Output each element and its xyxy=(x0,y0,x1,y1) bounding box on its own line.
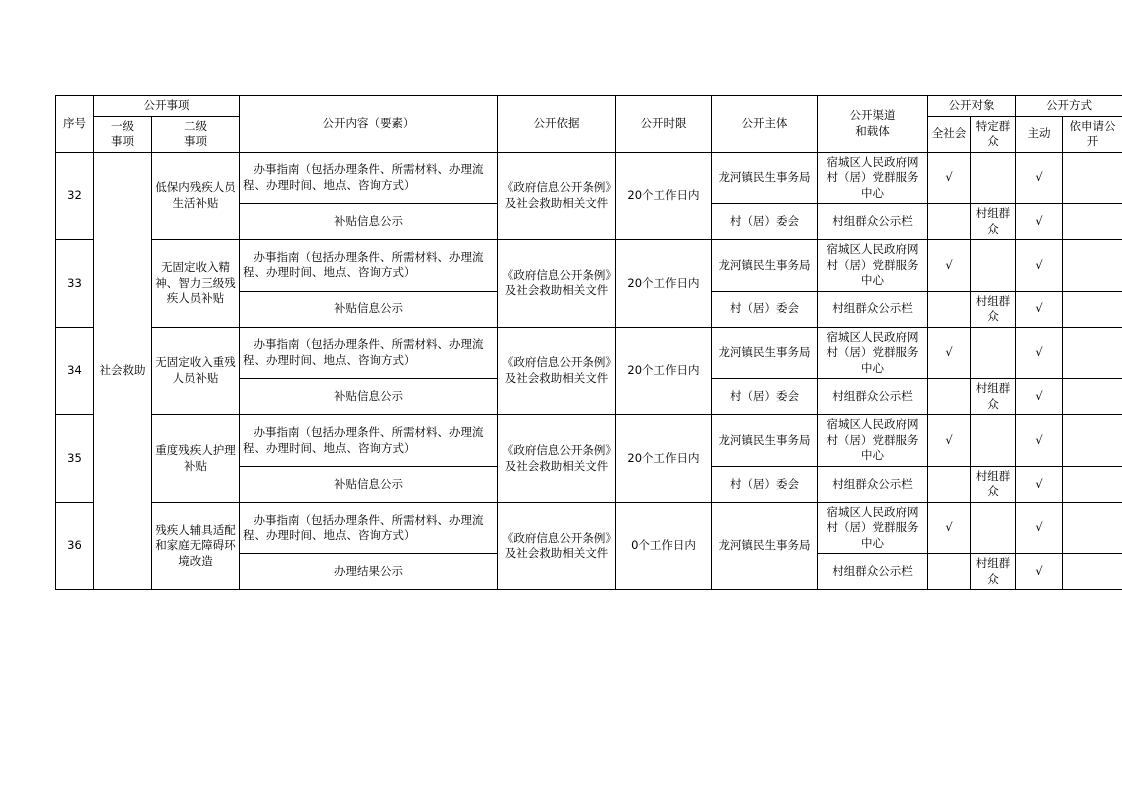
cell-channel: 宿城区人民政府网村（居）党群服务中心 xyxy=(818,152,928,204)
cell-basis: 《政府信息公开条例》及社会救助相关文件 xyxy=(498,415,616,503)
cell-time-limit: 20个工作日内 xyxy=(616,152,712,240)
table-row xyxy=(56,502,1122,554)
cell-basis: 《政府信息公开条例》及社会救助相关文件 xyxy=(498,327,616,415)
cell-channel: 宿城区人民政府网村（居）党群服务中心 xyxy=(818,415,928,467)
cell-method-on-request xyxy=(1063,204,1122,240)
cell-method-active: √ xyxy=(1016,240,1063,292)
cell-channel: 村组群众公示栏 xyxy=(818,379,928,415)
cell-content: 办事指南（包括办理条件、所需材料、办理流程、办理时间、地点、咨询方式） xyxy=(240,152,498,204)
cell-method-on-request xyxy=(1063,502,1122,554)
cell-method-on-request xyxy=(1063,327,1122,379)
cell-subject: 村（居）委会 xyxy=(712,291,818,327)
cell-content: 办事指南（包括办理条件、所需材料、办理流程、办理时间、地点、咨询方式） xyxy=(240,240,498,292)
cell-audience-all xyxy=(928,466,971,502)
cell-audience-specific: 村组群众 xyxy=(971,291,1016,327)
cell-method-active: √ xyxy=(1016,327,1063,379)
header-content: 公开内容（要素） xyxy=(240,96,498,153)
cell-audience-specific: 村组群众 xyxy=(971,466,1016,502)
cell-method-on-request xyxy=(1063,466,1122,502)
cell-seq: 35 xyxy=(56,415,94,503)
cell-method-on-request xyxy=(1063,379,1122,415)
cell-audience-all: √ xyxy=(928,240,971,292)
disclosure-table xyxy=(55,95,1122,590)
cell-audience-specific xyxy=(971,415,1016,467)
cell-method-on-request xyxy=(1063,240,1122,292)
header-method-on-request: 依申请公开 xyxy=(1063,116,1122,152)
cell-method-on-request xyxy=(1063,291,1122,327)
cell-audience-all xyxy=(928,291,971,327)
cell-audience-all: √ xyxy=(928,415,971,467)
cell-level2: 无固定收入精神、智力三级残疾人员补贴 xyxy=(152,240,240,328)
header-basis: 公开依据 xyxy=(498,96,616,153)
cell-content: 补贴信息公示 xyxy=(240,204,498,240)
table-header-row-1 xyxy=(56,96,1122,117)
cell-audience-all: √ xyxy=(928,327,971,379)
header-level2: 二级 事项 xyxy=(152,116,240,152)
table-row xyxy=(56,327,1122,379)
table-row xyxy=(56,415,1122,467)
cell-method-on-request xyxy=(1063,152,1122,204)
cell-audience-specific xyxy=(971,152,1016,204)
cell-method-active: √ xyxy=(1016,152,1063,204)
cell-method-active: √ xyxy=(1016,379,1063,415)
header-method-active: 主动 xyxy=(1016,116,1063,152)
cell-method-active: √ xyxy=(1016,554,1063,590)
cell-method-active: √ xyxy=(1016,502,1063,554)
cell-time-limit: 20个工作日内 xyxy=(616,240,712,328)
cell-content: 补贴信息公示 xyxy=(240,291,498,327)
cell-audience-specific: 村组群众 xyxy=(971,204,1016,240)
cell-seq: 36 xyxy=(56,502,94,590)
table-row xyxy=(56,240,1122,292)
cell-time-limit: 0个工作日内 xyxy=(616,502,712,590)
cell-method-on-request xyxy=(1063,554,1122,590)
cell-subject: 龙河镇民生事务局 xyxy=(712,502,818,590)
cell-audience-all: √ xyxy=(928,152,971,204)
header-subject: 公开主体 xyxy=(712,96,818,153)
cell-level2: 无固定收入重残人员补贴 xyxy=(152,327,240,415)
cell-audience-specific xyxy=(971,327,1016,379)
cell-audience-all xyxy=(928,379,971,415)
cell-audience-specific: 村组群众 xyxy=(971,379,1016,415)
header-level1: 一级 事项 xyxy=(94,116,152,152)
header-audience-group: 公开对象 xyxy=(928,96,1016,117)
cell-seq: 32 xyxy=(56,152,94,240)
cell-channel: 村组群众公示栏 xyxy=(818,291,928,327)
cell-time-limit: 20个工作日内 xyxy=(616,327,712,415)
cell-content: 办事指南（包括办理条件、所需材料、办理流程、办理时间、地点、咨询方式） xyxy=(240,415,498,467)
header-audience-all: 全社会 xyxy=(928,116,971,152)
cell-level1: 社会救助 xyxy=(94,152,152,590)
cell-method-active: √ xyxy=(1016,291,1063,327)
cell-audience-specific: 村组群众 xyxy=(971,554,1016,590)
cell-basis: 《政府信息公开条例》及社会救助相关文件 xyxy=(498,502,616,590)
cell-subject: 龙河镇民生事务局 xyxy=(712,415,818,467)
cell-method-active: √ xyxy=(1016,204,1063,240)
cell-channel: 村组群众公示栏 xyxy=(818,204,928,240)
cell-audience-all xyxy=(928,554,971,590)
cell-audience-specific xyxy=(971,240,1016,292)
cell-channel: 宿城区人民政府网村（居）党群服务中心 xyxy=(818,327,928,379)
table-row xyxy=(56,152,1122,204)
cell-channel: 村组群众公示栏 xyxy=(818,466,928,502)
header-channel: 公开渠道 和载体 xyxy=(818,96,928,153)
cell-method-active: √ xyxy=(1016,466,1063,502)
cell-subject: 龙河镇民生事务局 xyxy=(712,152,818,204)
cell-channel: 宿城区人民政府网村（居）党群服务中心 xyxy=(818,502,928,554)
cell-basis: 《政府信息公开条例》及社会救助相关文件 xyxy=(498,240,616,328)
cell-subject: 龙河镇民生事务局 xyxy=(712,240,818,292)
cell-content: 补贴信息公示 xyxy=(240,379,498,415)
cell-audience-all xyxy=(928,204,971,240)
cell-level2: 重度残疾人护理补贴 xyxy=(152,415,240,503)
cell-subject: 龙河镇民生事务局 xyxy=(712,327,818,379)
cell-subject: 村（居）委会 xyxy=(712,379,818,415)
cell-channel: 宿城区人民政府网村（居）党群服务中心 xyxy=(818,240,928,292)
cell-seq: 33 xyxy=(56,240,94,328)
cell-content: 补贴信息公示 xyxy=(240,466,498,502)
cell-seq: 34 xyxy=(56,327,94,415)
cell-level2: 低保内残疾人员生活补贴 xyxy=(152,152,240,240)
cell-audience-specific xyxy=(971,502,1016,554)
cell-time-limit: 20个工作日内 xyxy=(616,415,712,503)
header-audience-specific: 特定群众 xyxy=(971,116,1016,152)
header-method-group: 公开方式 xyxy=(1016,96,1122,117)
header-seq: 序号 xyxy=(56,96,94,153)
cell-content: 办事指南（包括办理条件、所需材料、办理流程、办理时间、地点、咨询方式） xyxy=(240,327,498,379)
cell-method-active: √ xyxy=(1016,415,1063,467)
cell-method-on-request xyxy=(1063,415,1122,467)
header-matter-group: 公开事项 xyxy=(94,96,240,117)
header-time-limit: 公开时限 xyxy=(616,96,712,153)
cell-basis: 《政府信息公开条例》及社会救助相关文件 xyxy=(498,152,616,240)
cell-level2: 残疾人辅具适配和家庭无障碍环境改造 xyxy=(152,502,240,590)
cell-audience-all: √ xyxy=(928,502,971,554)
disclosure-table-wrapper xyxy=(55,95,1116,590)
cell-content: 办理结果公示 xyxy=(240,554,498,590)
cell-subject: 村（居）委会 xyxy=(712,204,818,240)
cell-subject: 村（居）委会 xyxy=(712,466,818,502)
cell-channel: 村组群众公示栏 xyxy=(818,554,928,590)
cell-content: 办事指南（包括办理条件、所需材料、办理流程、办理时间、地点、咨询方式） xyxy=(240,502,498,554)
